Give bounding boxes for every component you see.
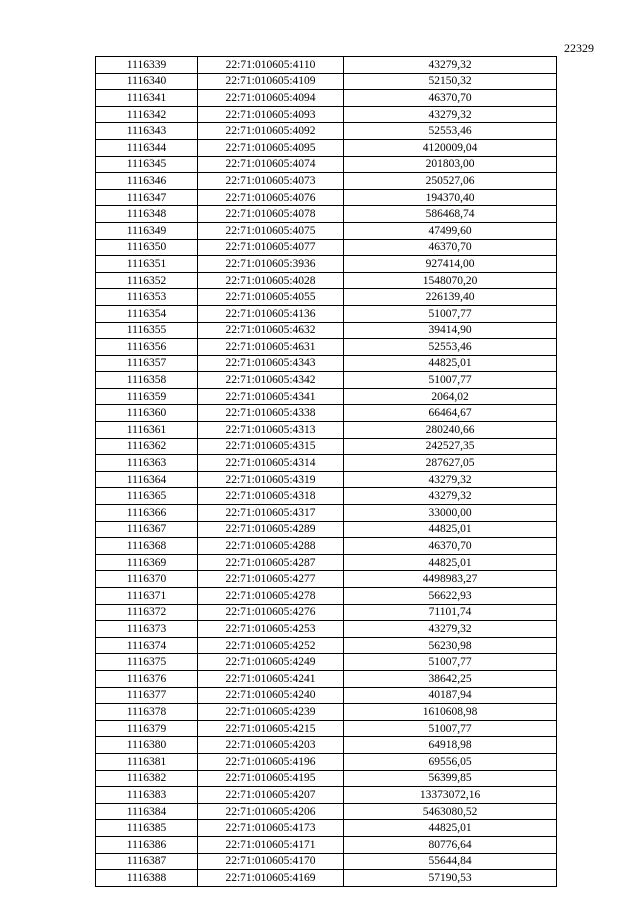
row-number-cell: 1116379 xyxy=(96,720,198,737)
table-row xyxy=(96,554,557,571)
value-cell: 43279,32 xyxy=(344,471,557,488)
cadastral-number-cell: 22:71:010605:4288 xyxy=(198,538,344,555)
table-row xyxy=(96,305,557,322)
value-cell: 55644,84 xyxy=(344,853,557,870)
value-cell: 13373072,16 xyxy=(344,787,557,804)
value-cell: 39414,90 xyxy=(344,322,557,339)
value-cell: 46370,70 xyxy=(344,538,557,555)
row-number-cell: 1116378 xyxy=(96,704,198,721)
table-row xyxy=(96,637,557,654)
value-cell: 4120009,04 xyxy=(344,139,557,156)
table-row xyxy=(96,139,557,156)
value-cell: 57190,53 xyxy=(344,870,557,887)
table-row xyxy=(96,604,557,621)
table-row xyxy=(96,521,557,538)
row-number-cell: 1116365 xyxy=(96,488,198,505)
table-row xyxy=(96,222,557,239)
table-row xyxy=(96,836,557,853)
value-cell: 52150,32 xyxy=(344,73,557,90)
value-cell: 40187,94 xyxy=(344,687,557,704)
table-row xyxy=(96,289,557,306)
cadastral-number-cell: 22:71:010605:4169 xyxy=(198,870,344,887)
value-cell: 43279,32 xyxy=(344,106,557,123)
value-cell: 44825,01 xyxy=(344,554,557,571)
row-number-cell: 1116356 xyxy=(96,339,198,356)
row-number-cell: 1116383 xyxy=(96,787,198,804)
value-cell: 242527,35 xyxy=(344,438,557,455)
value-cell: 71101,74 xyxy=(344,604,557,621)
row-number-cell: 1116348 xyxy=(96,206,198,223)
cadastral-number-cell: 22:71:010605:4195 xyxy=(198,770,344,787)
value-cell: 69556,05 xyxy=(344,753,557,770)
row-number-cell: 1116355 xyxy=(96,322,198,339)
cadastral-number-cell: 22:71:010605:4076 xyxy=(198,189,344,206)
value-cell: 33000,00 xyxy=(344,505,557,522)
value-cell: 56399,85 xyxy=(344,770,557,787)
row-number-cell: 1116387 xyxy=(96,853,198,870)
value-cell: 64918,98 xyxy=(344,737,557,754)
table-row xyxy=(96,704,557,721)
cadastral-number-cell: 22:71:010605:4631 xyxy=(198,339,344,356)
row-number-cell: 1116351 xyxy=(96,256,198,273)
cadastral-number-cell: 22:71:010605:3936 xyxy=(198,256,344,273)
cadastral-number-cell: 22:71:010605:4314 xyxy=(198,455,344,472)
cadastral-number-cell: 22:71:010605:4215 xyxy=(198,720,344,737)
cadastral-number-cell: 22:71:010605:4074 xyxy=(198,156,344,173)
row-number-cell: 1116366 xyxy=(96,505,198,522)
table-row xyxy=(96,372,557,389)
table-row xyxy=(96,123,557,140)
table-row xyxy=(96,156,557,173)
table-row xyxy=(96,670,557,687)
table-row xyxy=(96,654,557,671)
value-cell: 44825,01 xyxy=(344,820,557,837)
value-cell: 56622,93 xyxy=(344,588,557,605)
cadastral-number-cell: 22:71:010605:4078 xyxy=(198,206,344,223)
value-cell: 194370,40 xyxy=(344,189,557,206)
table-row xyxy=(96,455,557,472)
table-row xyxy=(96,90,557,107)
table-row xyxy=(96,538,557,555)
cadastral-number-cell: 22:71:010605:4095 xyxy=(198,139,344,156)
cadastral-number-cell: 22:71:010605:4110 xyxy=(198,57,344,74)
table-row xyxy=(96,422,557,439)
row-number-cell: 1116374 xyxy=(96,637,198,654)
value-cell: 44825,01 xyxy=(344,355,557,372)
row-number-cell: 1116352 xyxy=(96,272,198,289)
row-number-cell: 1116361 xyxy=(96,422,198,439)
row-number-cell: 1116343 xyxy=(96,123,198,140)
row-number-cell: 1116369 xyxy=(96,554,198,571)
row-number-cell: 1116373 xyxy=(96,621,198,638)
cadastral-number-cell: 22:71:010605:4109 xyxy=(198,73,344,90)
value-cell: 51007,77 xyxy=(344,305,557,322)
table-row xyxy=(96,571,557,588)
table-row xyxy=(96,388,557,405)
value-cell: 46370,70 xyxy=(344,239,557,256)
cadastral-number-cell: 22:71:010605:4342 xyxy=(198,372,344,389)
table-row xyxy=(96,588,557,605)
value-cell: 2064,02 xyxy=(344,388,557,405)
value-cell: 5463080,52 xyxy=(344,803,557,820)
cadastral-number-cell: 22:71:010605:4055 xyxy=(198,289,344,306)
value-cell: 43279,32 xyxy=(344,488,557,505)
value-cell: 66464,67 xyxy=(344,405,557,422)
cadastral-number-cell: 22:71:010605:4077 xyxy=(198,239,344,256)
row-number-cell: 1116367 xyxy=(96,521,198,538)
cadastral-number-cell: 22:71:010605:4028 xyxy=(198,272,344,289)
table-row xyxy=(96,355,557,372)
value-cell: 51007,77 xyxy=(344,720,557,737)
value-cell: 51007,77 xyxy=(344,372,557,389)
cadastral-number-cell: 22:71:010605:4241 xyxy=(198,670,344,687)
table-row xyxy=(96,753,557,770)
table-row xyxy=(96,256,557,273)
table-row xyxy=(96,322,557,339)
row-number-cell: 1116353 xyxy=(96,289,198,306)
row-number-cell: 1116357 xyxy=(96,355,198,372)
cadastral-number-cell: 22:71:010605:4196 xyxy=(198,753,344,770)
cadastral-number-cell: 22:71:010605:4203 xyxy=(198,737,344,754)
table-body xyxy=(96,57,557,887)
value-cell: 226139,40 xyxy=(344,289,557,306)
cadastral-number-cell: 22:71:010605:4315 xyxy=(198,438,344,455)
row-number-cell: 1116364 xyxy=(96,471,198,488)
value-cell: 56230,98 xyxy=(344,637,557,654)
row-number-cell: 1116360 xyxy=(96,405,198,422)
table-row xyxy=(96,73,557,90)
row-number-cell: 1116375 xyxy=(96,654,198,671)
table-row xyxy=(96,488,557,505)
cadastral-number-cell: 22:71:010605:4277 xyxy=(198,571,344,588)
table-row xyxy=(96,803,557,820)
row-number-cell: 1116341 xyxy=(96,90,198,107)
row-number-cell: 1116385 xyxy=(96,820,198,837)
cadastral-number-cell: 22:71:010605:4318 xyxy=(198,488,344,505)
cadastral-number-cell: 22:71:010605:4093 xyxy=(198,106,344,123)
table-row xyxy=(96,505,557,522)
cadastral-number-cell: 22:71:010605:4253 xyxy=(198,621,344,638)
cadastral-number-cell: 22:71:010605:4313 xyxy=(198,422,344,439)
cadastral-number-cell: 22:71:010605:4276 xyxy=(198,604,344,621)
cadastral-number-cell: 22:71:010605:4206 xyxy=(198,803,344,820)
cadastral-number-cell: 22:71:010605:4170 xyxy=(198,853,344,870)
table-row xyxy=(96,438,557,455)
row-number-cell: 1116368 xyxy=(96,538,198,555)
table-row xyxy=(96,820,557,837)
row-number-cell: 1116386 xyxy=(96,836,198,853)
value-cell: 4498983,27 xyxy=(344,571,557,588)
row-number-cell: 1116346 xyxy=(96,173,198,190)
table-row xyxy=(96,173,557,190)
row-number-cell: 1116349 xyxy=(96,222,198,239)
value-cell: 586468,74 xyxy=(344,206,557,223)
value-cell: 52553,46 xyxy=(344,123,557,140)
row-number-cell: 1116347 xyxy=(96,189,198,206)
value-cell: 47499,60 xyxy=(344,222,557,239)
cadastral-number-cell: 22:71:010605:4632 xyxy=(198,322,344,339)
row-number-cell: 1116354 xyxy=(96,305,198,322)
row-number-cell: 1116362 xyxy=(96,438,198,455)
table-row xyxy=(96,770,557,787)
row-number-cell: 1116363 xyxy=(96,455,198,472)
row-number-cell: 1116370 xyxy=(96,571,198,588)
cadastral-number-cell: 22:71:010605:4207 xyxy=(198,787,344,804)
table-row xyxy=(96,471,557,488)
row-number-cell: 1116350 xyxy=(96,239,198,256)
cadastral-number-cell: 22:71:010605:4073 xyxy=(198,173,344,190)
value-cell: 38642,25 xyxy=(344,670,557,687)
row-number-cell: 1116372 xyxy=(96,604,198,621)
row-number-cell: 1116380 xyxy=(96,737,198,754)
cadastral-number-cell: 22:71:010605:4092 xyxy=(198,123,344,140)
value-cell: 250527,06 xyxy=(344,173,557,190)
table-row xyxy=(96,853,557,870)
value-cell: 80776,64 xyxy=(344,836,557,853)
table-row xyxy=(96,737,557,754)
cadastral-number-cell: 22:71:010605:4319 xyxy=(198,471,344,488)
value-cell: 1610608,98 xyxy=(344,704,557,721)
cadastral-number-cell: 22:71:010605:4341 xyxy=(198,388,344,405)
cadastral-number-cell: 22:71:010605:4278 xyxy=(198,588,344,605)
row-number-cell: 1116345 xyxy=(96,156,198,173)
cadastral-number-cell: 22:71:010605:4136 xyxy=(198,305,344,322)
table-row xyxy=(96,720,557,737)
table-row xyxy=(96,206,557,223)
row-number-cell: 1116377 xyxy=(96,687,198,704)
row-number-cell: 1116384 xyxy=(96,803,198,820)
table-row xyxy=(96,870,557,887)
cadastral-number-cell: 22:71:010605:4249 xyxy=(198,654,344,671)
value-cell: 201803,00 xyxy=(344,156,557,173)
row-number-cell: 1116382 xyxy=(96,770,198,787)
table-row xyxy=(96,189,557,206)
table-row xyxy=(96,687,557,704)
table-row xyxy=(96,339,557,356)
table-row xyxy=(96,239,557,256)
data-table xyxy=(95,56,557,887)
value-cell: 43279,32 xyxy=(344,621,557,638)
table-row xyxy=(96,405,557,422)
cadastral-number-cell: 22:71:010605:4239 xyxy=(198,704,344,721)
table-row xyxy=(96,106,557,123)
table-row xyxy=(96,272,557,289)
row-number-cell: 1116381 xyxy=(96,753,198,770)
cadastral-number-cell: 22:71:010605:4289 xyxy=(198,521,344,538)
table-row xyxy=(96,57,557,74)
row-number-cell: 1116388 xyxy=(96,870,198,887)
value-cell: 287627,05 xyxy=(344,455,557,472)
value-cell: 51007,77 xyxy=(344,654,557,671)
row-number-cell: 1116359 xyxy=(96,388,198,405)
value-cell: 280240,66 xyxy=(344,422,557,439)
row-number-cell: 1116358 xyxy=(96,372,198,389)
value-cell: 52553,46 xyxy=(344,339,557,356)
cadastral-number-cell: 22:71:010605:4094 xyxy=(198,90,344,107)
cadastral-number-cell: 22:71:010605:4171 xyxy=(198,836,344,853)
row-number-cell: 1116340 xyxy=(96,73,198,90)
value-cell: 1548070,20 xyxy=(344,272,557,289)
row-number-cell: 1116376 xyxy=(96,670,198,687)
value-cell: 46370,70 xyxy=(344,90,557,107)
cadastral-number-cell: 22:71:010605:4075 xyxy=(198,222,344,239)
row-number-cell: 1116339 xyxy=(96,57,198,74)
cadastral-number-cell: 22:71:010605:4317 xyxy=(198,505,344,522)
table-row xyxy=(96,787,557,804)
cadastral-number-cell: 22:71:010605:4343 xyxy=(198,355,344,372)
cadastral-number-cell: 22:71:010605:4240 xyxy=(198,687,344,704)
value-cell: 43279,32 xyxy=(344,57,557,74)
row-number-cell: 1116371 xyxy=(96,588,198,605)
row-number-cell: 1116344 xyxy=(96,139,198,156)
value-cell: 44825,01 xyxy=(344,521,557,538)
cadastral-number-cell: 22:71:010605:4338 xyxy=(198,405,344,422)
row-number-cell: 1116342 xyxy=(96,106,198,123)
page-number: 22329 xyxy=(564,41,594,55)
cadastral-number-cell: 22:71:010605:4252 xyxy=(198,637,344,654)
table-row xyxy=(96,621,557,638)
cadastral-number-cell: 22:71:010605:4173 xyxy=(198,820,344,837)
value-cell: 927414,00 xyxy=(344,256,557,273)
cadastral-number-cell: 22:71:010605:4287 xyxy=(198,554,344,571)
